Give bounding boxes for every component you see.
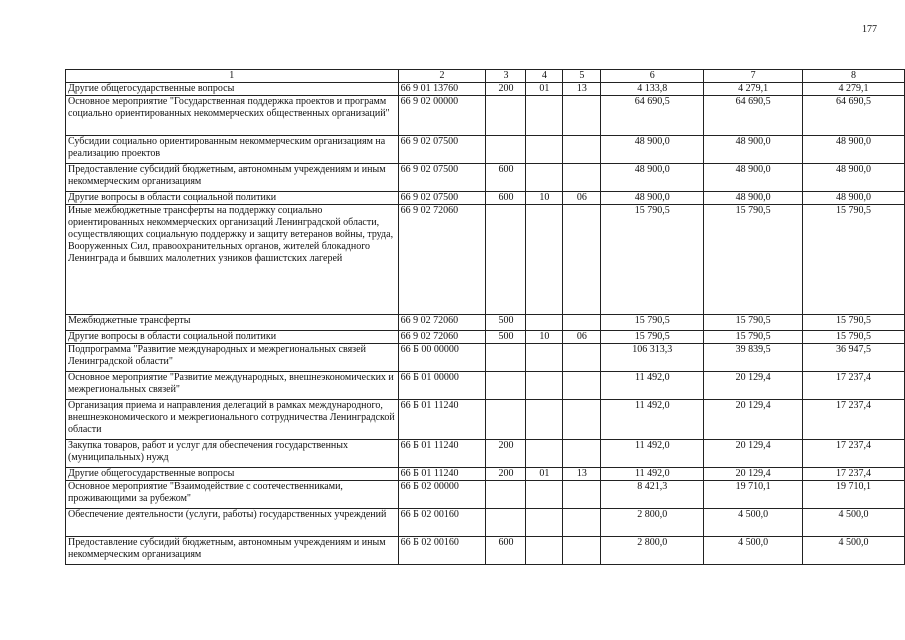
section-cell bbox=[526, 164, 563, 192]
table-row bbox=[66, 136, 905, 164]
budget-code-cell: 66 9 02 00000 bbox=[398, 96, 486, 136]
expense-type-cell: 500 bbox=[486, 331, 526, 344]
subsection-cell bbox=[563, 96, 601, 136]
section-cell bbox=[526, 315, 563, 331]
section-cell bbox=[526, 96, 563, 136]
budget-code-cell: 66 Б 02 00000 bbox=[398, 481, 486, 509]
budget-code-cell: 66 9 02 72060 bbox=[398, 315, 486, 331]
page-number: 177 bbox=[862, 24, 877, 35]
expense-type-cell: 200 bbox=[486, 83, 526, 96]
row-name-cell: Межбюджетные трансферты bbox=[66, 315, 399, 331]
expense-type-cell: 600 bbox=[486, 164, 526, 192]
budget-table bbox=[65, 69, 905, 565]
amount-1-cell: 2 800,0 bbox=[601, 509, 704, 537]
amount-2-cell: 20 129,4 bbox=[704, 400, 803, 440]
header-cell: 1 bbox=[66, 70, 399, 83]
table-row bbox=[66, 509, 905, 537]
table-row bbox=[66, 331, 905, 344]
amount-2-cell: 4 500,0 bbox=[704, 509, 803, 537]
table-row bbox=[66, 164, 905, 192]
amount-2-cell: 15 790,5 bbox=[704, 315, 803, 331]
budget-code-cell: 66 9 01 13760 bbox=[398, 83, 486, 96]
amount-1-cell: 64 690,5 bbox=[601, 96, 704, 136]
header-cell: 6 bbox=[601, 70, 704, 83]
section-cell: 01 bbox=[526, 468, 563, 481]
section-cell: 10 bbox=[526, 192, 563, 205]
section-cell bbox=[526, 509, 563, 537]
table-row bbox=[66, 537, 905, 565]
amount-1-cell: 8 421,3 bbox=[601, 481, 704, 509]
row-name-cell: Организация приема и направления делегаций в рамках международного, внешнеэкономического и межрегионального сотрудничества Ленинградской области bbox=[66, 400, 399, 440]
amount-3-cell: 17 237,4 bbox=[803, 468, 905, 481]
row-name-cell: Предоставление субсидий бюджетным, автономным учреждениям и иным некоммерческим организациям bbox=[66, 164, 399, 192]
amount-3-cell: 48 900,0 bbox=[803, 192, 905, 205]
section-cell: 01 bbox=[526, 83, 563, 96]
row-name-cell: Другие вопросы в области социальной политики bbox=[66, 331, 399, 344]
amount-2-cell: 4 279,1 bbox=[704, 83, 803, 96]
expense-type-cell bbox=[486, 96, 526, 136]
row-name-cell: Другие общегосударственные вопросы bbox=[66, 83, 399, 96]
amount-3-cell: 64 690,5 bbox=[803, 96, 905, 136]
subsection-cell bbox=[563, 481, 601, 509]
amount-1-cell: 2 800,0 bbox=[601, 537, 704, 565]
row-name-cell: Основное мероприятие "Развитие международных, внешнеэкономических и межрегиональных связей" bbox=[66, 372, 399, 400]
table-row bbox=[66, 481, 905, 509]
amount-1-cell: 4 133,8 bbox=[601, 83, 704, 96]
amount-1-cell: 11 492,0 bbox=[601, 400, 704, 440]
amount-1-cell: 48 900,0 bbox=[601, 164, 704, 192]
subsection-cell: 13 bbox=[563, 468, 601, 481]
subsection-cell bbox=[563, 440, 601, 468]
subsection-cell bbox=[563, 372, 601, 400]
amount-3-cell: 4 500,0 bbox=[803, 537, 905, 565]
section-cell bbox=[526, 440, 563, 468]
table-row bbox=[66, 192, 905, 205]
amount-3-cell: 17 237,4 bbox=[803, 400, 905, 440]
subsection-cell bbox=[563, 205, 601, 315]
expense-type-cell bbox=[486, 400, 526, 440]
section-cell bbox=[526, 537, 563, 565]
budget-code-cell: 66 9 02 07500 bbox=[398, 192, 486, 205]
table-row bbox=[66, 372, 905, 400]
amount-2-cell: 64 690,5 bbox=[704, 96, 803, 136]
subsection-cell bbox=[563, 400, 601, 440]
header-row bbox=[66, 70, 905, 83]
row-name-cell: Закупка товаров, работ и услуг для обеспечения государственных (муниципальных) нужд bbox=[66, 440, 399, 468]
expense-type-cell: 600 bbox=[486, 192, 526, 205]
expense-type-cell bbox=[486, 372, 526, 400]
subsection-cell bbox=[563, 315, 601, 331]
subsection-cell: 06 bbox=[563, 331, 601, 344]
amount-1-cell: 15 790,5 bbox=[601, 331, 704, 344]
table-row bbox=[66, 400, 905, 440]
amount-3-cell: 15 790,5 bbox=[803, 315, 905, 331]
row-name-cell: Предоставление субсидий бюджетным, автономным учреждениям и иным некоммерческим организациям bbox=[66, 537, 399, 565]
amount-2-cell: 48 900,0 bbox=[704, 192, 803, 205]
row-name-cell: Другие вопросы в области социальной политики bbox=[66, 192, 399, 205]
budget-code-cell: 66 Б 02 00160 bbox=[398, 537, 486, 565]
amount-1-cell: 106 313,3 bbox=[601, 344, 704, 372]
amount-2-cell: 19 710,1 bbox=[704, 481, 803, 509]
amount-3-cell: 48 900,0 bbox=[803, 136, 905, 164]
amount-3-cell: 4 279,1 bbox=[803, 83, 905, 96]
expense-type-cell bbox=[486, 509, 526, 537]
amount-1-cell: 48 900,0 bbox=[601, 136, 704, 164]
expense-type-cell bbox=[486, 205, 526, 315]
section-cell: 10 bbox=[526, 331, 563, 344]
amount-3-cell: 15 790,5 bbox=[803, 331, 905, 344]
amount-1-cell: 15 790,5 bbox=[601, 205, 704, 315]
row-name-cell: Основное мероприятие "Государственная поддержка проектов и программ социально ориентированных некоммерческих общественных организаций" bbox=[66, 96, 399, 136]
amount-3-cell: 17 237,4 bbox=[803, 440, 905, 468]
amount-3-cell: 48 900,0 bbox=[803, 164, 905, 192]
section-cell bbox=[526, 205, 563, 315]
row-name-cell: Субсидии социально ориентированным некоммерческим организациям на реализацию проектов bbox=[66, 136, 399, 164]
header-cell: 7 bbox=[704, 70, 803, 83]
expense-type-cell bbox=[486, 481, 526, 509]
section-cell bbox=[526, 136, 563, 164]
budget-code-cell: 66 9 02 72060 bbox=[398, 205, 486, 315]
table-row bbox=[66, 96, 905, 136]
table-row bbox=[66, 344, 905, 372]
amount-2-cell: 4 500,0 bbox=[704, 537, 803, 565]
budget-code-cell: 66 Б 01 11240 bbox=[398, 440, 486, 468]
expense-type-cell: 600 bbox=[486, 537, 526, 565]
amount-3-cell: 19 710,1 bbox=[803, 481, 905, 509]
amount-2-cell: 15 790,5 bbox=[704, 205, 803, 315]
row-name-cell: Обеспечение деятельности (услуги, работы) государственных учреждений bbox=[66, 509, 399, 537]
expense-type-cell: 500 bbox=[486, 315, 526, 331]
budget-code-cell: 66 Б 00 00000 bbox=[398, 344, 486, 372]
budget-code-cell: 66 Б 01 11240 bbox=[398, 468, 486, 481]
section-cell bbox=[526, 400, 563, 440]
header-cell: 8 bbox=[803, 70, 905, 83]
amount-3-cell: 15 790,5 bbox=[803, 205, 905, 315]
amount-3-cell: 17 237,4 bbox=[803, 372, 905, 400]
table-row bbox=[66, 83, 905, 96]
subsection-cell: 06 bbox=[563, 192, 601, 205]
row-name-cell: Подпрограмма "Развитие международных и межрегиональных связей Ленинградской области" bbox=[66, 344, 399, 372]
header-cell: 4 bbox=[526, 70, 563, 83]
expense-type-cell: 200 bbox=[486, 468, 526, 481]
budget-code-cell: 66 9 02 07500 bbox=[398, 164, 486, 192]
row-name-cell: Основное мероприятие "Взаимодействие с соотечественниками, проживающими за рубежом" bbox=[66, 481, 399, 509]
header-cell: 5 bbox=[563, 70, 601, 83]
subsection-cell bbox=[563, 136, 601, 164]
amount-1-cell: 11 492,0 bbox=[601, 468, 704, 481]
amount-2-cell: 48 900,0 bbox=[704, 164, 803, 192]
budget-code-cell: 66 9 02 72060 bbox=[398, 331, 486, 344]
amount-2-cell: 20 129,4 bbox=[704, 372, 803, 400]
amount-2-cell: 20 129,4 bbox=[704, 440, 803, 468]
subsection-cell bbox=[563, 509, 601, 537]
budget-code-cell: 66 Б 02 00160 bbox=[398, 509, 486, 537]
header-cell: 3 bbox=[486, 70, 526, 83]
subsection-cell bbox=[563, 164, 601, 192]
amount-1-cell: 15 790,5 bbox=[601, 315, 704, 331]
table-row bbox=[66, 440, 905, 468]
expense-type-cell bbox=[486, 344, 526, 372]
amount-3-cell: 4 500,0 bbox=[803, 509, 905, 537]
row-name-cell: Другие общегосударственные вопросы bbox=[66, 468, 399, 481]
amount-3-cell: 36 947,5 bbox=[803, 344, 905, 372]
section-cell bbox=[526, 372, 563, 400]
amount-1-cell: 11 492,0 bbox=[601, 440, 704, 468]
table-row bbox=[66, 205, 905, 315]
amount-2-cell: 39 839,5 bbox=[704, 344, 803, 372]
subsection-cell bbox=[563, 537, 601, 565]
amount-2-cell: 48 900,0 bbox=[704, 136, 803, 164]
expense-type-cell bbox=[486, 136, 526, 164]
budget-code-cell: 66 9 02 07500 bbox=[398, 136, 486, 164]
amount-2-cell: 20 129,4 bbox=[704, 468, 803, 481]
table-row bbox=[66, 468, 905, 481]
section-cell bbox=[526, 481, 563, 509]
expense-type-cell: 200 bbox=[486, 440, 526, 468]
budget-code-cell: 66 Б 01 00000 bbox=[398, 372, 486, 400]
table-row bbox=[66, 315, 905, 331]
section-cell bbox=[526, 344, 563, 372]
amount-1-cell: 48 900,0 bbox=[601, 192, 704, 205]
row-name-cell: Иные межбюджетные трансферты на поддержку социально ориентированных некоммерческих организаций Ленинградской области, осуществляющих социальную поддержку и защиту ветеранов войны, труда, Вооруженных Сил, правоохранительных органов, жителей блокадного Ленинграда и бывших малолетних узников фашистских лагерей bbox=[66, 205, 399, 315]
header-cell: 2 bbox=[398, 70, 486, 83]
subsection-cell bbox=[563, 344, 601, 372]
amount-2-cell: 15 790,5 bbox=[704, 331, 803, 344]
budget-code-cell: 66 Б 01 11240 bbox=[398, 400, 486, 440]
subsection-cell: 13 bbox=[563, 83, 601, 96]
amount-1-cell: 11 492,0 bbox=[601, 372, 704, 400]
